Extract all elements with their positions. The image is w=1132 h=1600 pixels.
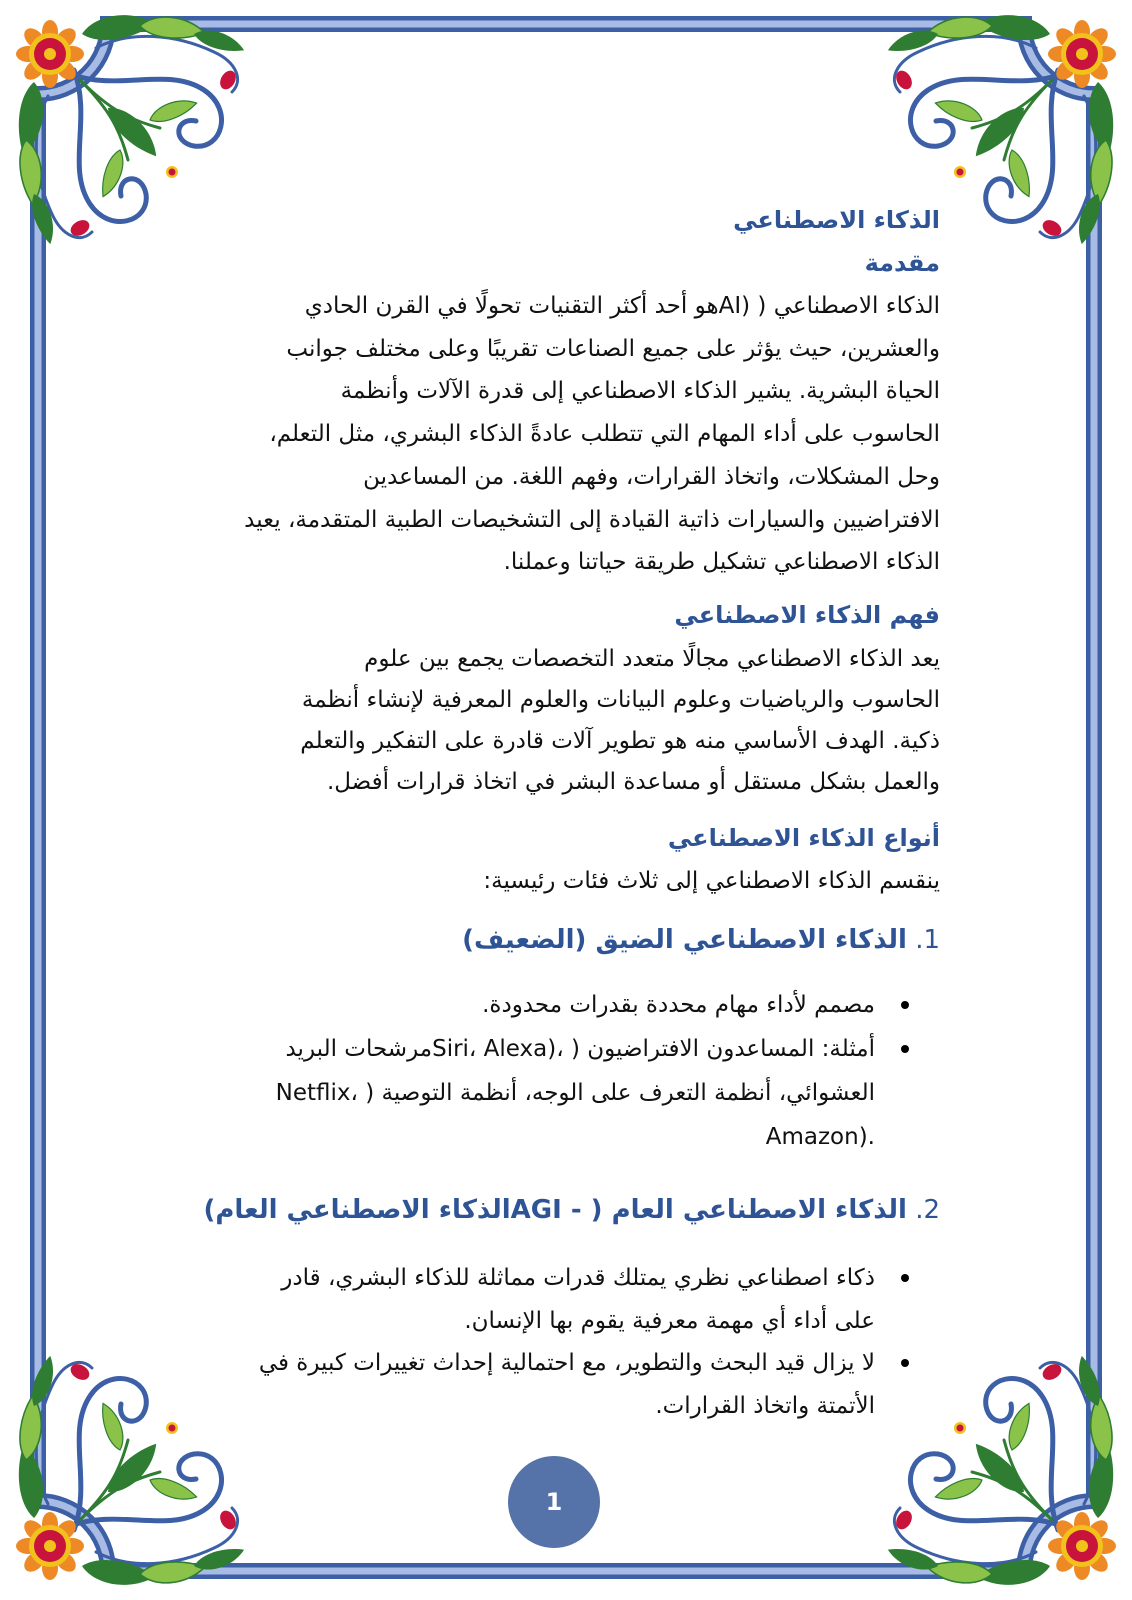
category-heading [165,1187,940,1233]
bullet-line: الأتمتة واتخاذ القرارات. [655,1392,875,1419]
category-number: 2. [915,1195,940,1226]
intro-paragraph [165,285,940,584]
paragraph-line: الذكاء الاصطناعي ( (AIهو أحد أكثر التقنيات تحولًا في القرن الحادي [304,293,940,319]
types-lead: ينقسم الذكاء الاصطناعي إلى ثلاث فئات رئيسية: [483,867,940,894]
paragraph-line: والعشرين، حيث يؤثر على جميع الصناعات تقريبًا وعلى مختلف جوانب [286,335,940,362]
leaf [102,99,165,162]
types-heading: أنواع الذكاء الاصطناعي [667,823,940,852]
berry-center [957,1425,964,1432]
paragraph-line: يعد الذكاء الاصطناعي مجالًا متعدد التخصصات يجمع بين علوم [364,645,940,672]
bullet-item [165,1027,940,1159]
leaf [1004,1400,1036,1452]
paragraph-line: ذكية. الهدف الأساسي منه هو تطوير آلات قادرة على التفكير والتعلم [300,727,940,754]
leaf [1004,148,1036,200]
bullet-list [165,1257,940,1427]
leaf [967,99,1030,162]
bullet-list [165,983,940,1159]
paragraph-line: الحياة البشرية. يشير الذكاء الاصطناعي إلى قدرة الآلات وأنظمة [340,378,940,405]
bullet-item [165,983,940,1027]
flower-center [1076,1540,1088,1552]
bullet-dot [901,1045,909,1053]
page-number-badge: 1 [508,1456,600,1548]
understanding-paragraph [165,639,940,803]
bullet-text [165,1027,875,1159]
bullet-line: Amazon). [765,1124,875,1151]
flower-center [44,1540,56,1552]
paragraph-line: والعمل بشكل مستقل أو مساعدة البشر في اتخاذ قرارات أفضل. [326,768,940,795]
bullet-dot [901,1274,909,1282]
bullet-item [165,1342,940,1427]
bullet-item [165,1257,940,1342]
paragraph-line: الافتراضيين والسيارات ذاتية القيادة إلى التشخيصات الطبية المتقدمة، يعيد [244,506,940,533]
leaf [102,1437,165,1500]
bullet-line: ذكاء اصطناعي نظري يمتلك قدرات مماثلة للذكاء البشري، قادر [281,1265,875,1292]
paragraph-line: الحاسوب على أداء المهام التي تتطلب عادةً الذكاء البشري، مثل التعلم، [269,421,940,448]
paragraph-line: الحاسوب والرياضيات وعلوم البيانات والعلوم المعرفية لإنشاء أنظمة [301,686,940,713]
understanding-heading: فهم الذكاء الاصطناعي [674,600,940,629]
bullet-line: مصمم لأداء مهام محددة بقدرات محدودة. [482,992,875,1019]
category-title: الذكاء الاصطناعي العام ( - AGIالذكاء الاصطناعي العام) [203,1195,907,1226]
bullet-line: أمثلة: المساعدون الافتراضيون ( ،(Siri، Alexaمرشحات البريد [285,1036,875,1063]
bullet-text [165,983,875,1027]
bullet-dot [901,1001,909,1009]
document-title: الذكاء الاصطناعي [733,206,940,234]
paragraph-line: وحل المشكلات، واتخاذ القرارات، وفهم اللغة. من المساعدين [363,463,940,490]
document-body [165,199,940,1427]
bullet-line: العشوائي، أنظمة التعرف على الوجه، أنظمة التوصية ( ،Netflix [275,1080,875,1107]
category-heading [165,917,940,963]
paragraph-line: الذكاء الاصطناعي تشكيل طريقة حياتنا وعملنا. [503,549,940,576]
bullet-text [165,1257,875,1342]
leaf [97,148,129,200]
category-title: الذكاء الاصطناعي الضيق (الضعيف) [462,925,907,956]
flower-center [44,48,56,60]
berry-center [957,169,964,176]
leaf [97,1400,129,1452]
bullet-text [165,1342,875,1427]
bullet-dot [901,1359,909,1367]
bullet-line: لا يزال قيد البحث والتطوير، مع احتمالية إحداث تغييرات كبيرة في [258,1350,875,1377]
berry-center [169,169,176,176]
flower-center [1076,48,1088,60]
intro-heading: مقدمة [864,249,940,277]
leaf [967,1437,1030,1500]
bullet-line: على أداء أي مهمة معرفية يقوم بها الإنسان. [464,1307,875,1334]
category-number: 1. [915,925,940,956]
